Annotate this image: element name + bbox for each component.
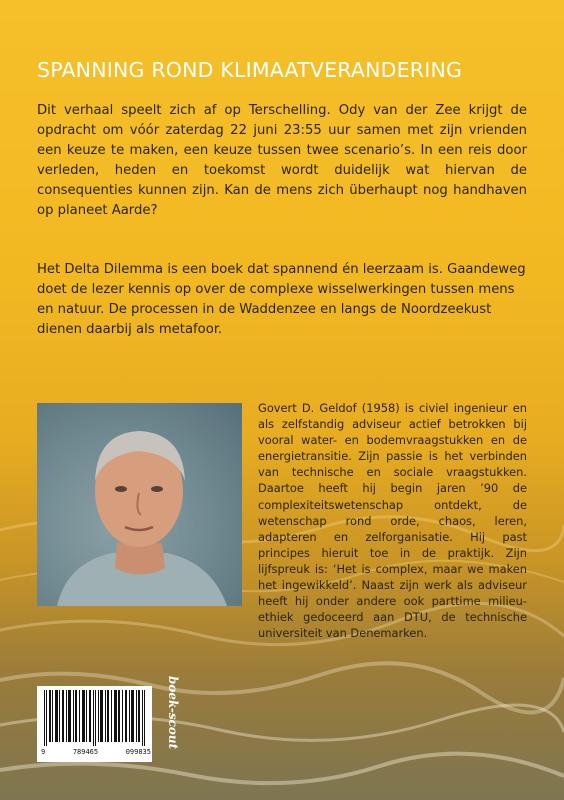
book-description-paragraph: Het Delta Dilemma is een boek dat spannend én leerzaam is. Gaandeweg doet de lezer kennis op over de complexe wisselwerkingen tussen mens en natuur. De processen in de Waddenzee en langs de Noordzeekust dienen daarbij als metafoor.	[37, 262, 526, 337]
publisher-name: boek-scout	[166, 676, 180, 750]
author-photo	[37, 403, 242, 606]
isbn-barcode	[37, 686, 152, 762]
author-biography: Govert D. Geldof (1958) is civiel ingenieur en als zelfstandig adviseur actief betrokken bij vooral water- en bodemvraagstukken en de energietransitie. Zijn passie is het verbinden van technische en sociale vraagstukken. Daartoe heeft hij begin jaren ’90 de complexiteitswetenschap ontdekt, de wetenschap rond orde, chaos, leren, adapteren en zelforganisatie. Hij past principes hieruit toe in de praktijk. Zijn lijfspreuk is: ‘Het is complex, maar we maken het ingewikkeld’. Naast zijn werk als adviseur heeft hij onder andere ook parttime milieu-ethiek gedoceerd aan DTU, de technische universiteit van Denemarken.	[258, 401, 527, 641]
barcode-bars	[44, 690, 145, 746]
publisher-logo	[168, 676, 182, 766]
barcode-digit-prefix: 9	[41, 748, 46, 756]
synopsis-paragraph: Dit verhaal speelt zich af op Terschelling. Ody van der Zee krijgt de opdracht om vóór zaterdag 22 juni 23:55 uur samen met zijn vrienden een keuze te maken, een keuze tussen twee scenario’s. In een reis door verleden, heden en toekomst wordt duidelijk wat hiervan de consequenties kunnen zijn. Kan de mens zich überhaupt nog handhaven op planeet Aarde?	[37, 103, 527, 218]
barcode-digit-group-right: 099835	[125, 748, 151, 756]
barcode-digit-group-left: 789465	[72, 748, 99, 756]
cover-title: SPANNING ROND KLIMAATVERANDERING	[37, 58, 463, 82]
barcode-digits	[41, 748, 151, 756]
author-portrait-illustration	[37, 403, 242, 606]
